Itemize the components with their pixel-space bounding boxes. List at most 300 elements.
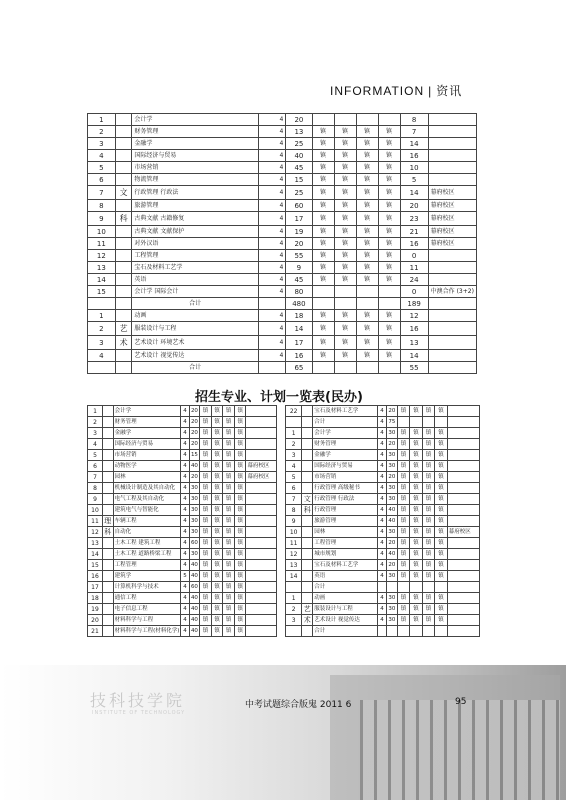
note-cell [246,417,277,428]
category-cell: 艺 [115,322,132,336]
mark-cell: 镇 [334,262,356,274]
table-row [286,593,480,604]
study-years: 4 [258,138,285,150]
school-logo-en: INSTITUTE OF TECHNOLOGY [92,710,186,716]
study-years: 4 [181,417,189,428]
mark-cell: 镇 [435,549,448,560]
mark-cell: 镇 [211,461,223,472]
row-number: 1 [286,593,302,604]
plan-count: 30 [386,483,397,494]
plan-count: 25 [286,186,312,200]
mark-cell: 镇 [200,417,212,428]
category-cell: 艺 [303,604,311,613]
table-row [88,406,277,417]
major-name: 会计学 [313,428,378,439]
note-cell [428,174,476,186]
table-row [88,336,477,350]
category-cell [102,615,113,626]
note-cell [447,406,479,417]
note-cell [246,406,277,417]
note-cell: 幕府校区 [246,461,277,472]
table-row [88,626,277,637]
table-row [88,226,477,238]
mark-cell: 镇 [422,516,435,527]
mark-cell: 镇 [334,186,356,200]
row-number: 3 [88,428,103,439]
mark-cell [435,417,448,428]
category-cell [302,538,313,549]
mark-cell: 镇 [200,560,212,571]
study-years: 4 [181,560,189,571]
note-cell [428,114,476,126]
study-years: 4 [378,483,387,494]
plan-count: 17 [286,336,312,350]
table-row [88,150,477,162]
category-cell [102,626,113,637]
major-name: 行政管理 高级秘书 [313,483,378,494]
mark-cell: 镇 [234,494,246,505]
mark-cell: 镇 [422,494,435,505]
mark-cell: 镇 [410,483,423,494]
study-years: 4 [378,549,387,560]
mark-cell: 镇 [211,483,223,494]
category-cell [102,505,113,516]
row-number: 19 [88,604,103,615]
mark-cell: 镇 [223,538,235,549]
mark-cell: 镇 [422,428,435,439]
study-years: 4 [181,582,189,593]
footer-banner [0,665,566,800]
row-number: 1 [88,310,116,322]
category-cell [102,604,113,615]
major-name: 对外汉语 [132,238,259,250]
note-cell: 幕府校区 [428,200,476,212]
mark-cell: 镇 [312,126,334,138]
category-cell [302,626,313,637]
note-cell [246,626,277,637]
study-years: 4 [181,494,189,505]
major-name: 车辆工程 [113,516,181,527]
note-cell [428,262,476,274]
study-years: 4 [258,226,285,238]
major-name: 土木工程 道路桥梁工程 [113,549,181,560]
study-years: 4 [378,450,387,461]
mark-cell: 镇 [334,126,356,138]
category-cell [302,593,313,604]
mark-cell: 镇 [356,226,378,238]
plan-count: 45 [286,274,312,286]
table-row [88,274,477,286]
plan-count: 40 [386,549,397,560]
major-name: 财务管理 [313,439,378,450]
mark-cell: 镇 [435,450,448,461]
major-name: 旅游管理 [313,516,378,527]
mark-cell: 镇 [200,494,212,505]
mark-cell: 镇 [410,494,423,505]
total-count: 14 [400,138,428,150]
mark-cell: 镇 [234,406,246,417]
plan-count: 30 [189,494,200,505]
total-count: 11 [400,262,428,274]
study-years: 4 [378,417,387,428]
mark-cell: 镇 [234,439,246,450]
category-cell [115,126,132,138]
mark-cell: 镇 [422,538,435,549]
category-cell [302,428,313,439]
note-cell: 幕府校区 [246,472,277,483]
mark-cell: 镇 [200,516,212,527]
mark-cell: 镇 [200,615,212,626]
major-name: 合计 [313,582,378,593]
study-years: 4 [378,406,387,417]
mark-cell: 镇 [397,450,410,461]
mark-cell: 镇 [234,538,246,549]
mark-cell [410,417,423,428]
plan-count: 60 [189,538,200,549]
study-years: 4 [258,322,285,336]
mark-cell [378,114,400,126]
major-name: 服装设计与工程 [132,322,259,336]
row-number: 4 [88,439,103,450]
major-name: 机械设计制造及其自动化 [113,483,181,494]
mark-cell: 镇 [234,549,246,560]
subtotal-label: 合计 [132,362,259,374]
row-number: 10 [88,505,103,516]
mark-cell: 镇 [378,126,400,138]
row-number [286,417,302,428]
mark-cell: 镇 [422,483,435,494]
table-row [286,417,480,428]
page-header [330,82,462,99]
mark-cell: 镇 [312,262,334,274]
table-row [286,527,480,538]
row-number: 12 [286,549,302,560]
table-row [88,298,477,310]
major-name: 园林 [113,472,181,483]
category-cell [115,226,132,238]
total-count: 13 [400,336,428,350]
row-number: 3 [88,336,116,350]
mark-cell: 镇 [397,483,410,494]
table-row [286,571,480,582]
mark-cell: 镇 [234,615,246,626]
note-cell [428,150,476,162]
mark-cell: 镇 [200,406,212,417]
study-years: 4 [378,472,387,483]
category-cell [302,461,313,472]
table-row [286,406,480,417]
blank [258,362,285,374]
mark-cell [334,286,356,298]
mark-cell: 镇 [356,262,378,274]
study-years: 4 [181,428,189,439]
study-years: 4 [258,238,285,250]
study-years: 4 [181,593,189,604]
mark-cell: 镇 [223,560,235,571]
table-row [286,450,480,461]
major-name: 市场营销 [113,450,181,461]
category-cell [115,310,132,322]
study-years: 4 [378,593,387,604]
row-number: 15 [88,560,103,571]
note-cell: 幕府校区 [428,212,476,226]
plan-count: 20 [286,238,312,250]
mark-cell: 镇 [334,174,356,186]
study-years [378,582,387,593]
row-number: 3 [88,138,116,150]
note-cell [447,439,479,450]
mark-cell: 镇 [211,527,223,538]
mark-cell: 镇 [200,461,212,472]
mark-cell: 镇 [397,494,410,505]
mark-cell: 镇 [397,505,410,516]
mark-cell [312,286,334,298]
plan-count: 17 [286,212,312,226]
mark-cell: 镇 [234,604,246,615]
table-row [88,238,477,250]
mark-cell: 镇 [397,527,410,538]
mark-cell: 镇 [410,439,423,450]
row-number: 15 [88,286,116,298]
mark-cell: 镇 [223,417,235,428]
mark-cell [410,582,423,593]
category-cell [102,593,113,604]
row-number: 12 [88,527,103,538]
plan-count: 30 [189,483,200,494]
study-years: 4 [378,560,387,571]
mark-cell: 镇 [211,626,223,637]
note-cell [447,582,479,593]
mark-cell: 镇 [397,549,410,560]
mark-cell: 镇 [211,472,223,483]
category-cell [102,494,113,505]
total-count: 10 [400,162,428,174]
study-years: 4 [181,450,189,461]
mark-cell: 镇 [435,571,448,582]
mark-cell: 镇 [200,428,212,439]
total-count: 24 [400,274,428,286]
mark-cell: 镇 [223,593,235,604]
table-row [88,126,477,138]
table-row [286,538,480,549]
note-cell [246,549,277,560]
mark-cell: 镇 [200,527,212,538]
row-number: 17 [88,582,103,593]
note-cell [246,571,277,582]
major-name: 会计学 [113,406,181,417]
mark-cell: 镇 [334,350,356,362]
mark-cell: 镇 [312,162,334,174]
mark-cell [397,582,410,593]
row-number: 10 [88,226,116,238]
mark-cell: 镇 [422,571,435,582]
category-cell [302,582,313,593]
row-number: 12 [88,250,116,262]
mark-cell: 镇 [397,538,410,549]
category-cell [115,262,132,274]
mark-cell: 镇 [422,560,435,571]
mark-cell: 镇 [410,505,423,516]
blank [356,298,378,310]
mark-cell: 镇 [200,538,212,549]
mark-cell [397,417,410,428]
mark-cell: 镇 [378,138,400,150]
table-row [88,472,277,483]
mark-cell: 镇 [234,626,246,637]
study-years: 4 [258,150,285,162]
mark-cell: 镇 [223,494,235,505]
plan-count: 30 [386,593,397,604]
table-row [286,549,480,560]
category-cell [102,538,113,549]
study-years: 4 [181,626,189,637]
major-name: 市场营销 [313,472,378,483]
category-cell [302,571,313,582]
category-cell [115,286,132,298]
note-cell [447,450,479,461]
major-name: 材料科学与工程(材料化学) [113,626,181,637]
table-row [88,286,477,298]
mark-cell: 镇 [211,549,223,560]
row-number: 5 [88,162,116,174]
plan-count: 30 [386,527,397,538]
study-years: 4 [181,615,189,626]
category-cell [102,417,113,428]
mark-cell: 镇 [223,626,235,637]
row-number: 9 [88,494,103,505]
note-cell [428,322,476,336]
category-cell [115,274,132,286]
school-logo: 技科技学院 [90,691,186,710]
table-row [88,549,277,560]
study-years: 4 [258,286,285,298]
plan-count: 9 [286,262,312,274]
table-row [286,461,480,472]
mark-cell: 镇 [234,428,246,439]
plan-count: 75 [386,417,397,428]
mark-cell: 镇 [422,604,435,615]
note-cell [447,494,479,505]
note-cell [246,516,277,527]
mark-cell: 镇 [410,560,423,571]
mark-cell: 镇 [312,250,334,262]
note-cell [428,336,476,350]
page-number: 95 [455,697,467,707]
study-years: 4 [378,461,387,472]
table-row [88,538,277,549]
admission-table-public [87,113,477,374]
total-count: 16 [400,238,428,250]
note-cell: 幕府校区 [447,527,479,538]
row-number: 6 [88,461,103,472]
mark-cell: 镇 [435,505,448,516]
major-name: 金融学 [313,450,378,461]
row-number: 21 [88,626,103,637]
note-cell [246,538,277,549]
blank [334,298,356,310]
plan-count: 40 [189,626,200,637]
mark-cell: 镇 [312,336,334,350]
plan-count: 40 [189,461,200,472]
row-number: 8 [88,200,116,212]
mark-cell: 镇 [200,450,212,461]
category-cell [302,527,313,538]
study-years: 4 [181,604,189,615]
table-row [88,450,277,461]
major-name: 会计学 [132,114,259,126]
row-number: 2 [88,417,103,428]
note-cell [447,571,479,582]
mark-cell [397,626,410,637]
mark-cell [422,626,435,637]
mark-cell: 镇 [223,472,235,483]
mark-cell: 镇 [234,472,246,483]
mark-cell: 镇 [435,461,448,472]
mark-cell: 镇 [223,461,235,472]
mark-cell: 镇 [312,310,334,322]
study-years: 4 [378,615,387,626]
row-number: 10 [286,527,302,538]
major-name: 服装设计与工程 [313,604,378,615]
mark-cell: 镇 [356,150,378,162]
mark-cell: 镇 [312,322,334,336]
mark-cell: 镇 [334,212,356,226]
study-years [378,626,387,637]
plan-count: 30 [386,604,397,615]
mark-cell: 镇 [378,212,400,226]
mark-cell: 镇 [378,310,400,322]
row-number: 6 [286,483,302,494]
mark-cell: 镇 [410,406,423,417]
mark-cell: 镇 [223,527,235,538]
total-count: 20 [400,200,428,212]
major-name: 英语 [313,571,378,582]
mark-cell: 镇 [223,428,235,439]
major-name: 宝石及材料工艺学 [313,560,378,571]
mark-cell: 镇 [356,126,378,138]
table-row [88,428,277,439]
mark-cell: 镇 [410,472,423,483]
plan-count: 80 [286,286,312,298]
mark-cell: 镇 [422,549,435,560]
total-count: 23 [400,212,428,226]
major-name: 工程管理 [313,538,378,549]
plan-count: 45 [286,162,312,174]
mark-cell: 镇 [422,406,435,417]
table-row [88,516,277,527]
row-number: 14 [88,549,103,560]
subtotal-total: 189 [400,298,428,310]
blank [312,298,334,310]
study-years: 4 [181,505,189,516]
row-number [286,582,302,593]
study-years: 4 [378,439,387,450]
mark-cell: 镇 [334,336,356,350]
note-cell [246,615,277,626]
mark-cell: 镇 [234,483,246,494]
row-number: 3 [286,615,302,626]
mark-cell: 镇 [211,450,223,461]
mark-cell: 镇 [397,615,410,626]
plan-count: 30 [189,549,200,560]
study-years: 4 [258,212,285,226]
total-count: 0 [400,286,428,298]
row-number: 8 [88,483,103,494]
footer-text: 中考试题综合版鬼 2011 6 [245,700,352,710]
note-cell [447,593,479,604]
table-row [286,428,480,439]
plan-count: 20 [386,472,397,483]
